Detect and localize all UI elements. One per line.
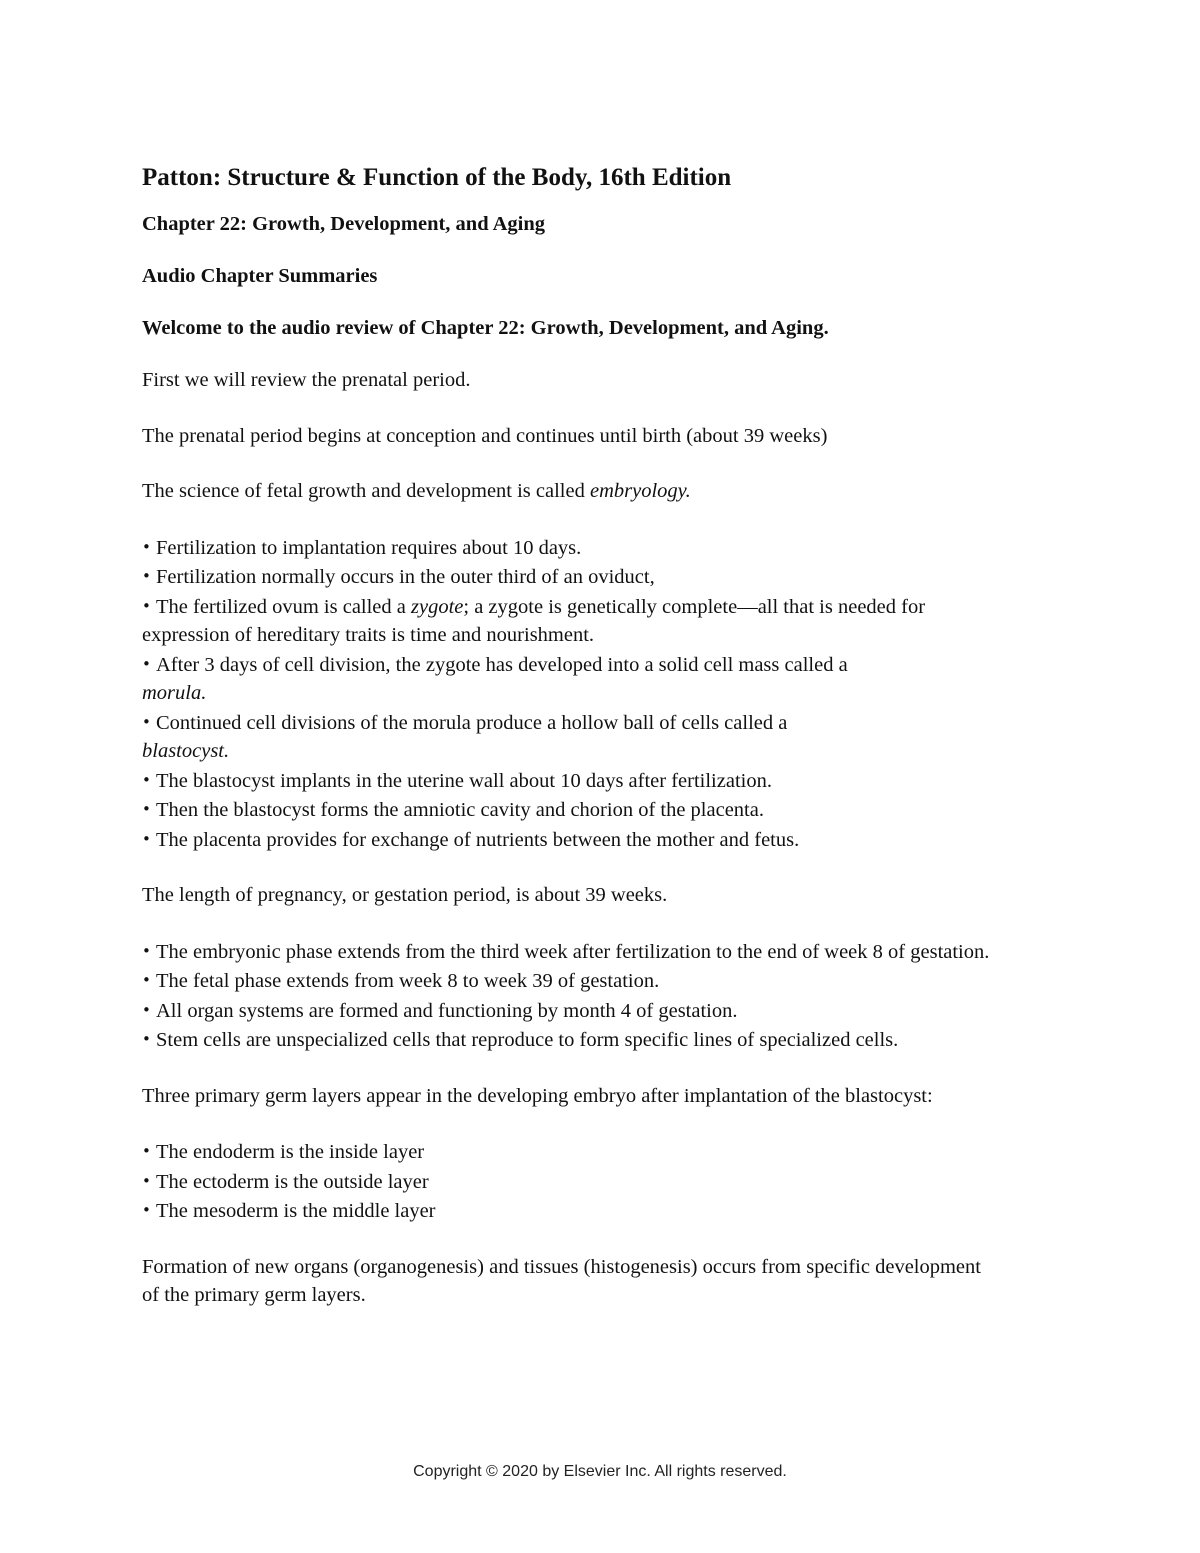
bullet-icon: • [142,971,151,989]
bullet-icon: • [142,567,151,585]
bullet-icon: • [142,770,151,789]
list-item [142,1137,1002,1167]
list-item-text: The endoderm is the inside layer [156,1141,425,1163]
list-item [142,533,1002,563]
list-item-text: Continued cell divisions of the morula produce a hollow ball of cells called a [156,711,788,734]
list-item [142,562,1002,592]
welcome-heading: Welcome to the audio review of Chapter 22: Growth, Development, and Aging. [142,317,829,339]
list-item [142,966,1002,996]
list-item-text: All organ systems are formed and functioning by month 4 of gestation. [156,999,738,1022]
prenatal-definition-paragraph: The prenatal period begins at conception and continues until birth (about 39 weeks) [142,424,828,447]
list-item-text: The blastocyst implants in the uterine wall about 10 days after fertilization. [156,769,772,792]
document-body [142,160,1002,1337]
embryology-text: The science of fetal growth and development is called [142,480,590,502]
embryology-paragraph [142,477,1002,506]
list-item [142,708,1002,766]
list-item-text: The placenta provides for exchange of nutrients between the mother and fetus. [156,828,800,851]
document-title: Patton: Structure & Function of the Body, 16th Edition [142,164,732,191]
list-item [142,766,1002,796]
bullet-icon: • [142,712,151,731]
section-heading: Audio Chapter Summaries [142,265,378,287]
bullet-icon: • [142,800,151,818]
list-item [142,795,1002,825]
list-item-text: Fertilization normally occurs in the outer third of an oviduct, [156,566,655,588]
bullet-icon: • [142,1030,151,1048]
list-item-text: The mesoderm is the middle layer [156,1200,436,1222]
list-item [142,996,1002,1026]
bullet-icon: • [142,1171,151,1190]
list-item-text: The fertilized ovum is called a [156,595,412,618]
intro-paragraph: First we will review the prenatal period. [142,369,471,391]
bullet-icon: • [142,829,151,848]
embryology-term: embryology. [589,480,691,502]
germ-layers-list [142,1137,1002,1226]
bullet-icon: • [142,596,151,615]
list-item [142,825,1002,855]
list-item-text: The fetal phase extends from week 8 to week 39 of gestation. [156,970,660,992]
list-item [142,1167,1002,1197]
list-item-text: ; a zygote is genetically complete—all that is needed for expression of hereditary traits is time and nourishment. [142,595,926,646]
bullet-icon: • [142,537,151,556]
fertilization-list [142,533,1002,855]
list-item [142,592,1002,650]
list-item-text: The ectoderm is the outside layer [156,1170,429,1193]
formation-paragraph: Formation of new organs (organogenesis) and tissues (histogenesis) occurs from specific development of the primary germ layers. [142,1255,981,1306]
list-item-text: Fertilization to implantation requires about 10 days. [156,536,582,559]
list-item-text: Stem cells are unspecialized cells that reproduce to form specific lines of specialized cells. [156,1029,899,1051]
list-item-text: The embryonic phase extends from the third week after fertilization to the end of week 8 of gestation. [156,940,990,963]
bullet-icon: • [142,1142,151,1160]
list-item [142,1025,1002,1055]
list-item-text: After 3 days of cell division, the zygote has developed into a solid cell mass called a [156,653,848,676]
list-item-text: Then the blastocyst forms the amniotic cavity and chorion of the placenta. [156,799,764,821]
phases-list [142,937,1002,1055]
bullet-icon: • [142,941,151,960]
copyright-footer: Copyright © 2020 by Elsevier Inc. All rights reserved. [413,1463,787,1480]
morula-term: morula. [142,682,207,704]
zygote-term: zygote [411,595,464,618]
bullet-icon: • [142,1000,151,1019]
germ-layers-intro-paragraph: Three primary germ layers appear in the developing embryo after implantation of the blastocyst: [142,1084,933,1107]
list-item [142,1196,1002,1226]
chapter-heading: Chapter 22: Growth, Development, and Aging [142,213,545,235]
bullet-icon: • [142,1201,151,1219]
list-item [142,650,1002,708]
bullet-icon: • [142,654,151,673]
blastocyst-term: blastocyst. [142,740,230,762]
list-item [142,937,1002,967]
gestation-paragraph: The length of pregnancy, or gestation period, is about 39 weeks. [142,884,668,906]
